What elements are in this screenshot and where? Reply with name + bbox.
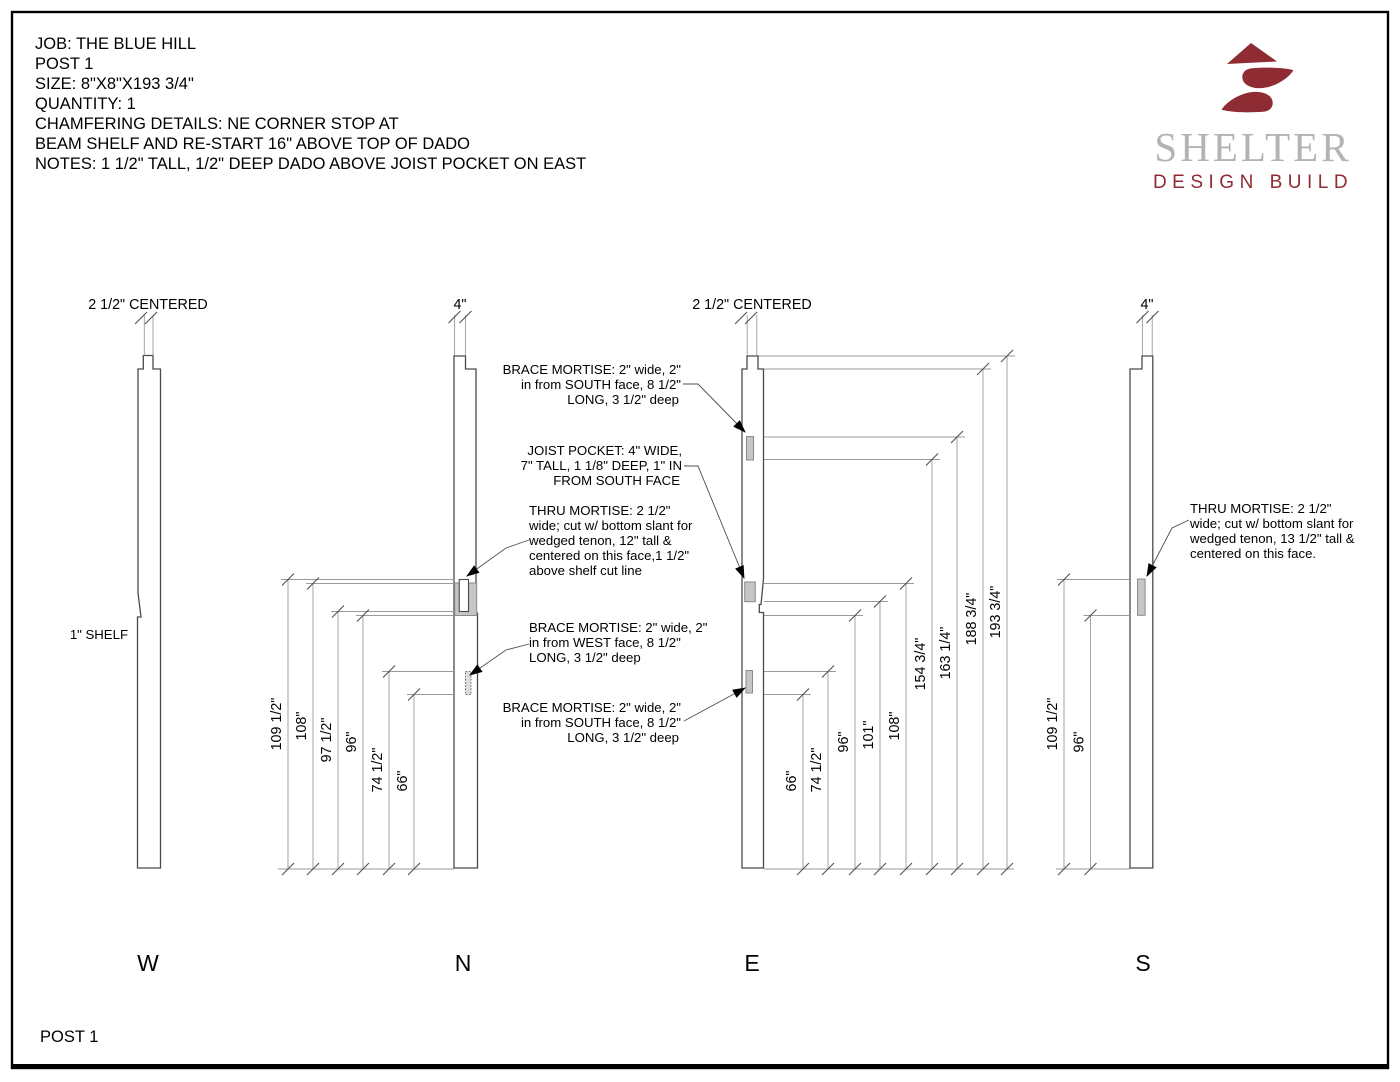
dim-label: 154 3/4" [913,637,929,691]
annotation-line: in from WEST face, 8 1/2" [529,635,681,650]
tick-marks [735,312,757,324]
title-block [35,35,586,173]
annotation-line: centered on this face,1 1/2" [529,548,690,563]
annotation-line: THRU MORTISE: 2 1/2" [1190,501,1332,516]
dim-label: 109 1/2" [1045,697,1061,751]
view-south [1045,297,1159,976]
top-dim-label-west: 2 1/2" CENTERED [88,297,208,313]
dim-label: 66" [784,770,800,792]
brace-mortise-upper-east [747,437,754,461]
annotation-brace-mortise-upper-south [503,362,745,432]
dim-label: 101" [861,720,877,750]
leader-line [684,466,744,578]
annotation-line: BRACE MORTISE: 2" wide, 2" [502,362,681,377]
post-outline-east [742,356,764,868]
annotation-brace-mortise-west [470,620,708,675]
dim-label: 163 1/4" [938,626,954,680]
tick-marks [797,350,1013,875]
annotation-line: LONG, 3 1/2" deep [567,392,679,407]
tick-marks [135,312,157,324]
header-line: SIZE: 8"X8"X193 3/4" [35,75,194,93]
dim-label: 96" [836,731,852,753]
annotation-line: BRACE MORTISE: 2" wide, 2" [502,700,681,715]
top-dimension-north [449,297,472,356]
annotation-thru-mortise-north [467,503,693,578]
annotation-line: THRU MORTISE: 2 1/2" [529,503,671,518]
leader-line [683,384,745,432]
dim-label: 97 1/2" [319,717,335,763]
logo-roof-icon [1227,43,1277,64]
annotation-line: wide; cut w/ bottom slant for [529,518,693,533]
top-dimension-south [1137,297,1159,356]
top-dimension-east [692,297,812,356]
annotation-line: centered on this face. [1190,546,1317,561]
leader-line [470,644,529,675]
dim-label: 66" [395,770,411,792]
annotation-line: wedged tenon, 13 1/2" tall & [1190,531,1355,546]
shelf-label: 1" SHELF [69,627,128,642]
header-line: JOB: THE BLUE HILL [35,35,197,53]
logo-brand-name: SHELTER [1154,124,1352,170]
header-line: NOTES: 1 1/2" TALL, 1/2" DEEP DADO ABOVE JOIST POCKET ON EAST [35,155,587,173]
annotation-line: FROM SOUTH FACE [553,473,680,488]
top-dim-label-south: 4" [1140,297,1154,313]
annotation-line: LONG, 3 1/2" deep [529,650,641,665]
dim-label: 108" [294,711,310,741]
dim-label: 74 1/2" [809,747,825,793]
annotation-line: above shelf cut line [529,563,642,578]
logo-s-upper-icon [1242,68,1293,89]
annotation-line: in from SOUTH face, 8 1/2" [520,377,681,392]
view-north [269,297,478,976]
annotation-brace-mortise-lower-south [503,688,745,745]
header-line: BEAM SHELF AND RE-START 16" ABOVE TOP OF DADO [35,135,470,153]
dim-label: 96" [344,731,360,753]
top-dimension-west [88,297,208,356]
dimension-lines-east [759,350,1016,875]
annotation-line: wide; cut w/ bottom slant for [1190,516,1354,531]
logo-tagline: DESIGN BUILD [1152,172,1354,193]
dimension-lines-north [269,574,454,876]
dimension-lines-south [1045,574,1130,876]
annotation-line: wedged tenon, 12" tall & [529,533,672,548]
sheet-title: POST 1 [40,1028,99,1046]
top-dim-label-north: 4" [453,297,467,313]
annotation-line: LONG, 3 1/2" deep [567,730,679,745]
dim-label: 109 1/2" [269,697,285,751]
brace-mortise-lower-east [746,671,753,694]
top-dim-label-east: 2 1/2" CENTERED [692,297,812,313]
view-label-north: N [454,950,472,976]
logo-s-lower-icon [1222,92,1273,113]
thru-mortise-south [1138,579,1146,615]
annotation-thru-mortise-south [1147,501,1355,576]
company-logo [1153,43,1353,193]
thru-mortise-north [459,580,468,612]
annotation-line: JOIST POCKET: 4" WIDE, [527,443,682,458]
annotation-line: in from SOUTH face, 8 1/2" [520,715,681,730]
header-line: CHAMFERING DETAILS: NE CORNER STOP AT [35,115,399,133]
dim-label: 108" [887,711,903,741]
header-line: POST 1 [35,55,94,73]
annotation-line: 7" TALL, 1 1/8" DEEP, 1" IN [520,458,682,473]
dim-label: 188 3/4" [964,592,980,646]
post-outline-west [138,356,161,869]
view-west [70,297,208,976]
annotation-line: BRACE MORTISE: 2" wide, 2" [529,620,708,635]
leader-line [684,688,745,721]
dim-label: 74 1/2" [370,747,386,793]
view-label-south: S [1135,950,1151,976]
header-line: QUANTITY: 1 [35,95,136,113]
view-label-east: E [744,950,760,976]
dim-label: 193 3/4" [988,585,1004,639]
view-label-west: W [137,950,159,976]
dim-label: 96" [1071,731,1088,753]
view-east [692,297,1015,976]
joist-pocket-east [745,582,756,602]
